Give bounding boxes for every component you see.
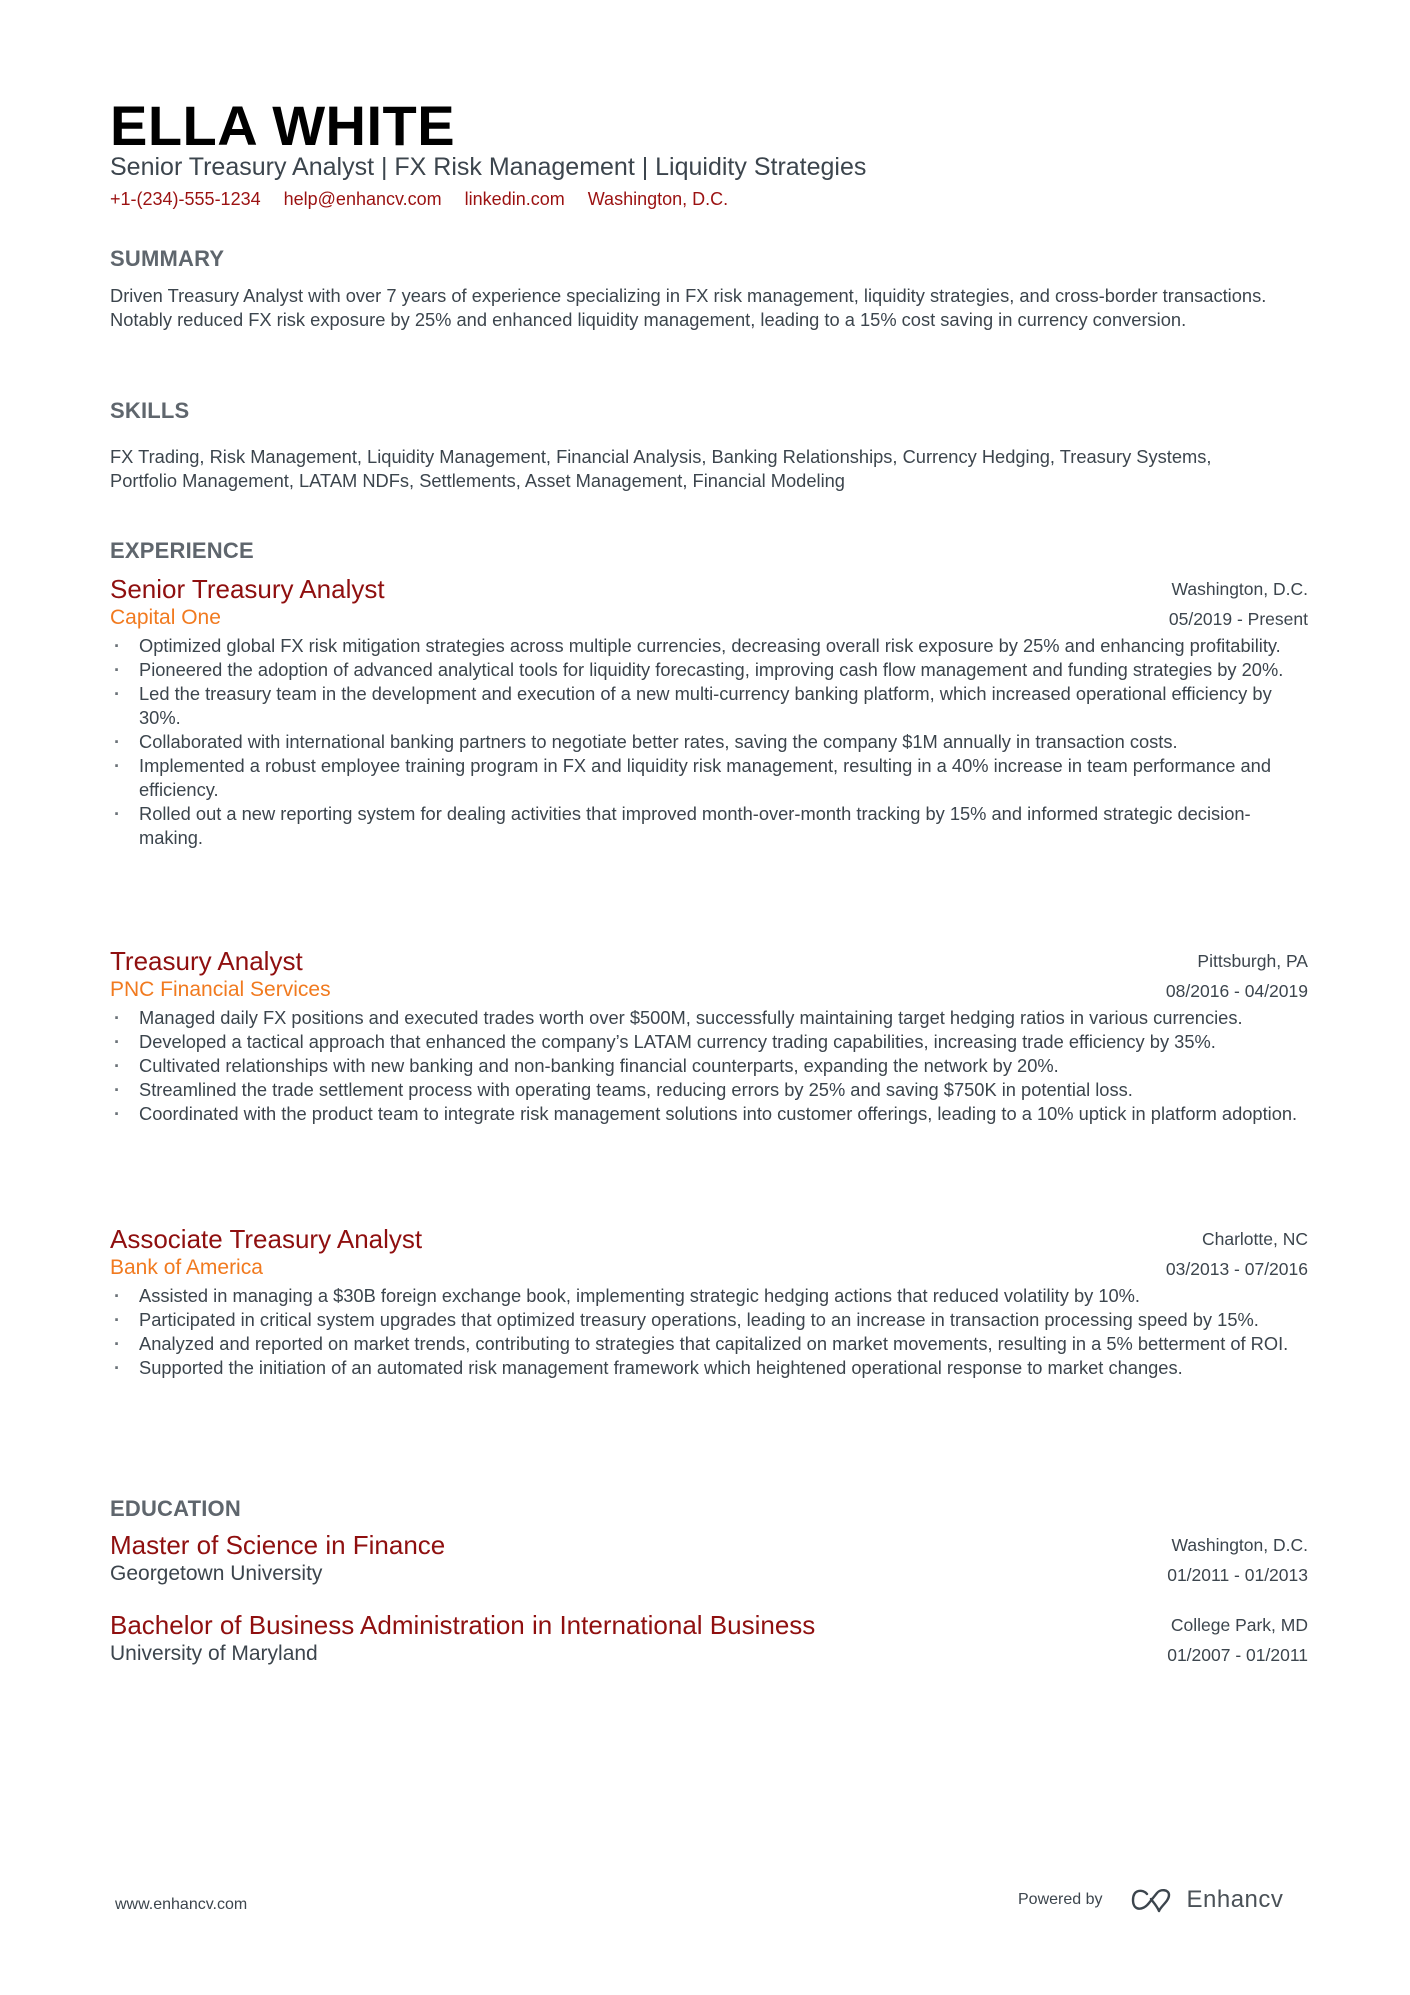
enhancv-brand-name: Enhancv [1186, 1886, 1284, 1913]
bullet-item: · Analyzed and reported on market trends, contributing to strategies that capitalized on market movements, resulting in a 5% betterment of ROI. [110, 1332, 1299, 1356]
job-location: Pittsburgh, PA [1197, 951, 1308, 971]
bullet-item: · Managed daily FX positions and executed trades worth over $500M, successfully maintaining target hedging ratios in various currencies. [110, 1006, 1299, 1030]
education-entry [110, 1530, 1308, 1590]
school-location: College Park, MD [1170, 1615, 1308, 1635]
job-dates: 05/2019 - Present [1168, 609, 1308, 629]
bullet-item: · Developed a tactical approach that enhanced the company’s LATAM currency trading capabilities, increasing trade efficiency by 35%. [110, 1030, 1299, 1054]
job-title: Senior Treasury Analyst [110, 574, 385, 604]
school-name: University of Maryland [110, 1642, 318, 1665]
bullet-item: · Assisted in managing a $30B foreign exchange book, implementing strategic hedging actions that reduced volatility by 10%. [110, 1284, 1299, 1308]
footer-website-link[interactable]: www.enhancv.com [115, 1896, 248, 1913]
education-entry [110, 1610, 1308, 1670]
footer-branding[interactable] [1018, 1886, 1283, 1914]
bullet-item: · Collaborated with international banking partners to negotiate better rates, saving the company $1M annually in transaction costs. [110, 730, 1299, 754]
bullet-item: · Coordinated with the product team to integrate risk management solutions into customer offerings, leading to a 10% uptick in platform adoption. [110, 1102, 1299, 1126]
company-name: PNC Financial Services [110, 978, 331, 1001]
contact-email[interactable]: help@enhancv.com [283, 189, 442, 209]
job-title: Associate Treasury Analyst [110, 1224, 423, 1254]
bullet-item: · Implemented a robust employee training program in FX and liquidity risk management, resulting in a 40% increase in team performance and efficiency. [110, 754, 1299, 802]
job-bullets [110, 634, 1308, 850]
skills-text: FX Trading, Risk Management, Liquidity Management, Financial Analysis, Banking Relationships, Currency Hedging, Treasury Systems, Portfolio Management, LATAM NDFs, Settlements, Asset Management, Financial Modeling [110, 446, 1212, 491]
job-bullets [110, 1284, 1308, 1380]
contact-linkedin[interactable]: linkedin.com [464, 189, 565, 209]
degree-title: Master of Science in Finance [110, 1530, 446, 1560]
candidate-name: ELLA WHITE [110, 94, 456, 157]
contact-info [110, 188, 746, 210]
school-dates: 01/2011 - 01/2013 [1167, 1565, 1308, 1585]
experience-entry [110, 1224, 1308, 1380]
section-heading-summary: SUMMARY [110, 246, 225, 271]
company-name: Capital One [110, 606, 221, 629]
headline: Senior Treasury Analyst | FX Risk Management | Liquidity Strategies [110, 153, 867, 181]
degree-title: Bachelor of Business Administration in International Business [110, 1610, 816, 1640]
job-dates: 08/2016 - 04/2019 [1165, 981, 1308, 1001]
school-dates: 01/2007 - 01/2011 [1167, 1645, 1308, 1665]
summary-text: Driven Treasury Analyst with over 7 years of experience specializing in FX risk management, liquidity strategies, and cross-border transactions. Notably reduced FX risk exposure by 25% and enhanced liquidity management, leading to a 15% cost saving in currency conversion. [110, 285, 1267, 330]
bullet-item: · Pioneered the adoption of advanced analytical tools for liquidity forecasting, improving cash flow management and funding strategies by 20%. [110, 658, 1299, 682]
enhancv-logo-icon [1129, 1886, 1175, 1914]
school-location: Washington, D.C. [1171, 1535, 1308, 1555]
bullet-item: · Optimized global FX risk mitigation strategies across multiple currencies, decreasing overall risk exposure by 25% and enhancing profitability. [110, 634, 1299, 658]
section-heading-education: EDUCATION [110, 1496, 241, 1521]
job-title: Treasury Analyst [110, 946, 303, 976]
section-heading-experience: EXPERIENCE [110, 538, 254, 563]
section-heading-skills: SKILLS [110, 398, 190, 423]
bullet-item: · Led the treasury team in the development and execution of a new multi-currency banking platform, which increased operational efficiency by 30%. [110, 682, 1299, 730]
powered-by-label: Powered by [1018, 1891, 1103, 1908]
contact-phone[interactable]: +1-(234)-555-1234 [110, 189, 261, 209]
bullet-item: · Rolled out a new reporting system for dealing activities that improved month-over-month tracking by 15% and informed strategic decision-making. [110, 802, 1299, 850]
bullet-item: · Participated in critical system upgrades that optimized treasury operations, leading to an increase in transaction processing speed by 15%. [110, 1308, 1299, 1332]
school-name: Georgetown University [110, 1562, 323, 1585]
bullet-item: · Supported the initiation of an automated risk management framework which heightened operational response to market changes. [110, 1356, 1299, 1380]
job-bullets [110, 1006, 1308, 1126]
bullet-item: · Streamlined the trade settlement process with operating teams, reducing errors by 25% and saving $750K in potential loss. [110, 1078, 1299, 1102]
job-location: Charlotte, NC [1201, 1229, 1308, 1249]
job-dates: 03/2013 - 07/2016 [1165, 1259, 1308, 1279]
job-location: Washington, D.C. [1171, 579, 1308, 599]
company-name: Bank of America [110, 1256, 263, 1279]
experience-entry [110, 946, 1308, 1126]
bullet-item: · Cultivated relationships with new banking and non-banking financial counterparts, expanding the network by 20%. [110, 1054, 1299, 1078]
experience-entry [110, 574, 1308, 850]
contact-location: Washington, D.C. [587, 189, 729, 209]
